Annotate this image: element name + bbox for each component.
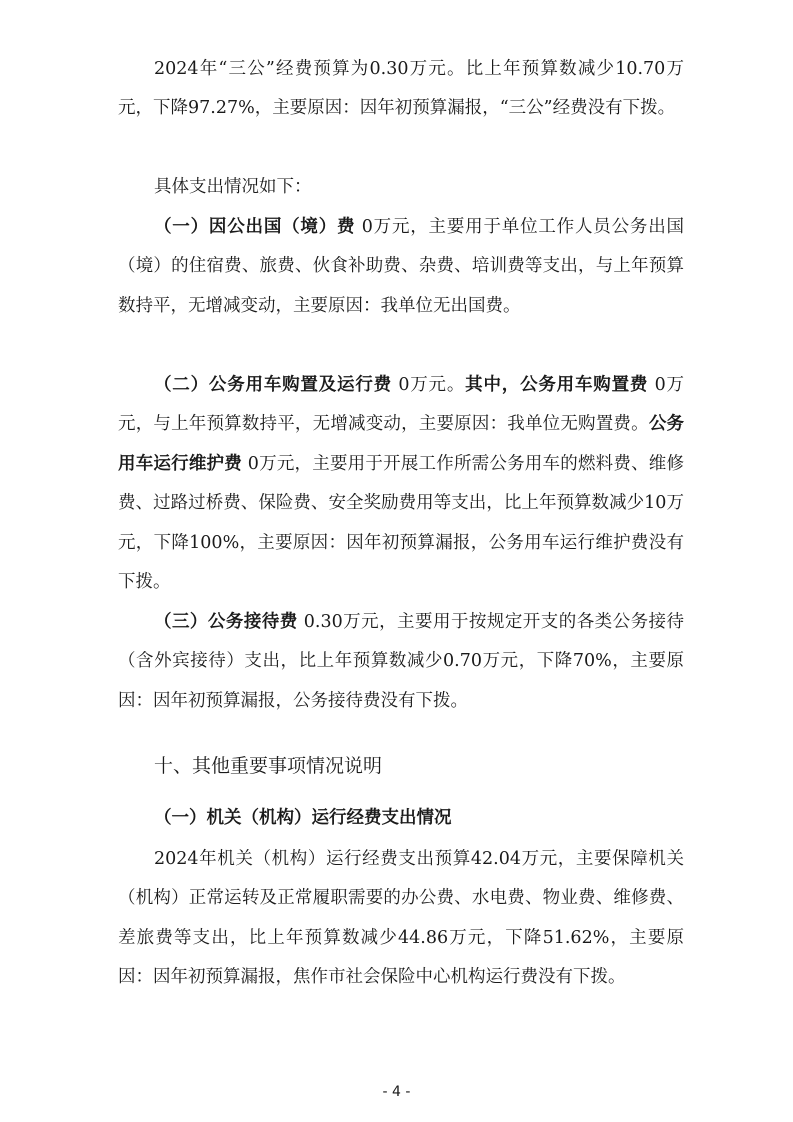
item-title-vehicle-purchase: 其中，公务用车购置费 xyxy=(465,375,649,395)
paragraph-operating-expenses: 2024年机关（机构）运行经费支出预算42.04万元，主要保障机关（机构）正常运转及正常履职需要的办公费、水电费、物业费、维修费、差旅费等支出，比上年预算数减少44.86万元，下降51.62%，主要原因：因年初预算漏报，焦作市社会保险中心机构运行费没有下拨。 xyxy=(118,849,684,988)
item-text-overseas-travel: 0万元，主要用于单位工作人员公务出国（境）的住宿费、旅费、伙食补助费、杂费、培训费等支出，与上年预算数持平，无增减变动，主要原因：我单位无出国费。 xyxy=(118,217,684,316)
item-title-vehicle-operation: 公务用车运行维护费 xyxy=(118,414,685,474)
section-heading: 十、其他重要事项情况说明 xyxy=(154,755,383,777)
item-title-overseas-travel: （一）因公出国（境）费 xyxy=(154,217,356,237)
item-text-vehicle-operation: 0万元，主要用于开展工作所需公务用车的燃料费、维修费、过路过桥费、保险费、安全奖励费用等支出，比上年预算数减少10万元，下降100%，主要原因：因年初预算漏报，公务用车运行维护费没有下拨。 xyxy=(118,453,685,593)
paragraph-three-public-budget: 2024年“三公”经费预算为0.30万元。比上年预算数减少10.70万元，下降97.27%，主要原因：因年初预算漏报，“三公”经费没有下拨。 xyxy=(118,59,684,119)
paragraph-official-reception xyxy=(118,603,684,721)
sub-heading: （一）机关（机构）运行经费支出情况 xyxy=(154,808,452,828)
page-number: - 4 - xyxy=(382,1084,411,1100)
item-text-vehicles: 0万元。 xyxy=(391,375,466,395)
paragraph-official-vehicles xyxy=(118,366,684,602)
paragraph-overseas-travel xyxy=(118,208,684,326)
item-text-reception: 0.30万元，主要用于按规定开支的各类公务接待（含外宾接待）支出，比上年预算数减少0.70万元，下降70%，主要原因：因年初预算漏报，公务接待费没有下拨。 xyxy=(118,612,685,711)
item-text-vehicle-purchase: 0万元，与上年预算数持平，无增减变动，主要原因：我单位无购置费。 xyxy=(118,375,685,435)
item-title-vehicles: （二）公务用车购置及运行费 xyxy=(154,375,392,395)
paragraph-details-intro: 具体支出情况如下： xyxy=(154,177,312,197)
item-title-reception: （三）公务接待费 xyxy=(154,612,298,632)
